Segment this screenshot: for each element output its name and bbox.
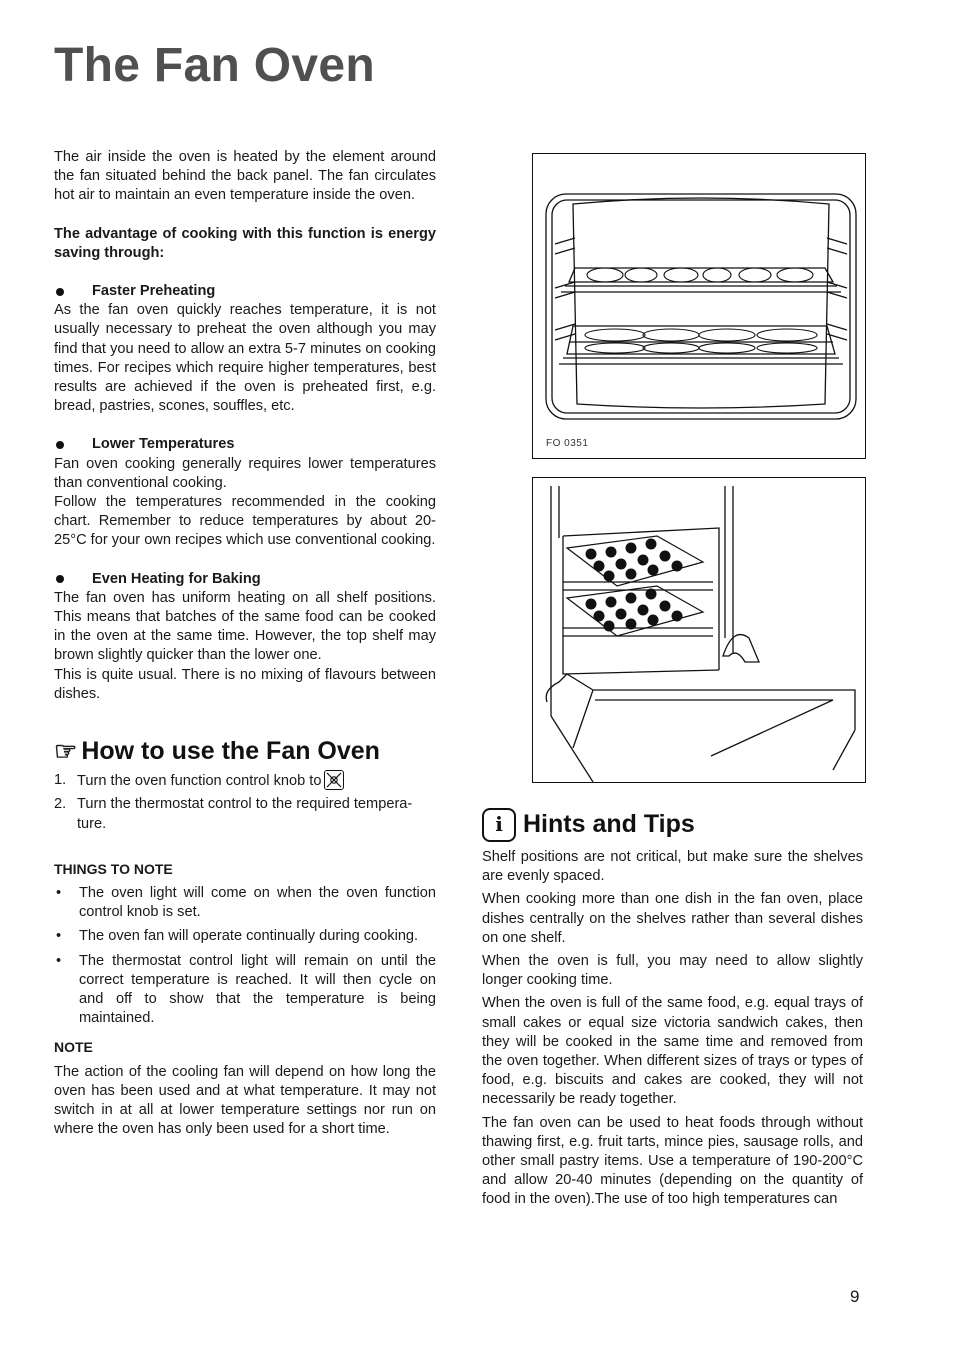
list-item [54,795,436,833]
hints-heading-label: Hints and Tips [523,810,695,839]
steps-list [54,771,436,833]
advantage-body: The fan oven has uniform heating on all shelf positions. This means that batches of the same food can be cooked in the oven at the same time. However, the top shelf may brown slightly quicker than the lower one. [54,589,436,664]
note-heading: NOTE [54,1039,93,1056]
bullet-icon: • [56,884,62,901]
oven-side-illustration [533,478,865,782]
info-icon: i [482,808,516,842]
advantage-heading-label: Lower Temperatures [92,436,235,453]
hints-section [482,808,863,1214]
bullet-icon: • [56,952,62,969]
advantage-heading: The advantage of cooking with this function is energy saving through: [54,225,436,261]
hint-paragraph: When cooking more than one dish in the fan oven, place dishes centrally on the shelves rather than several dishes on one shelf. [482,891,863,946]
advantage-item [54,435,436,550]
bullet-dot-icon [56,288,64,296]
list-item [54,884,436,922]
advantage-item [54,570,436,704]
figure-caption: FO 0351 [546,438,589,449]
note-text: The thermostat control light will remain on until the correct temperature is reached. It will then cycle on and off to show that the temperature is being maintained. [79,952,436,1027]
hint-paragraph: The fan oven can be used to heat foods through without thawing first, e.g. fruit tarts, mince pies, sausage rolls, and other small pastry items. Use a temperature of 190-200°C and allow 20-40 minutes (depending on the quantity of food in the oven).The use of too high temperatures can [482,1114,863,1208]
page-title: The Fan Oven [54,39,375,92]
step-number: 2. [54,796,67,813]
advantage-body: Fan oven cooking generally requires lower temperatures than conventional cooking. [54,455,436,491]
hint-paragraph: When the oven is full of the same food, e.g. equal trays of small cakes or equal size victoria sandwich cakes, then they will be cooked in the same time and removed from the oven together. When different sizes of trays or types of food, e.g. biscuits and cakes are cooked, they will not necessarily be ready together. [482,995,863,1108]
note-text: The oven light will come on when the oven function control knob is set. [79,884,436,921]
bullet-icon: • [56,928,62,945]
hints-heading [482,808,863,842]
fan-function-icon [324,770,344,790]
bullet-dot-icon [56,441,64,449]
advantage-body: This is quite usual. There is no mixing of flavours between dishes. [54,666,436,702]
step-text: Turn the thermostat control to the required tempera-ture. [77,796,413,832]
things-to-note-heading: THINGS TO NOTE [54,860,173,877]
advantage-item [54,282,436,416]
hint-paragraph: When the oven is full, you may need to allow slightly longer cooking time. [482,953,863,989]
how-to-heading-label: How to use the Fan Oven [81,737,380,766]
intro-paragraph: The air inside the oven is heated by the element around the fan situated behind the back panel. The fan circulates hot air to maintain an even temperature inside the oven. [54,149,436,204]
hint-paragraph: Shelf positions are not critical, but make sure the shelves are evenly spaced. [482,849,863,885]
advantage-heading-label: Even Heating for Baking [92,570,261,587]
step-number: 1. [54,772,67,789]
step-text: Turn the oven function control knob to [77,773,322,790]
advantage-body: As the fan oven quickly reaches temperature, it is not usually necessary to preheat the oven although you may find that you need to allow an extra 5-7 minutes on cooking times. For recipes which require higher temperatures, best results are achieved if the oven is preheated first, e.g. bread, pastries, scones, souffles, etc. [54,302,436,415]
list-item [54,952,436,1029]
advantage-heading-label: Faster Preheating [92,283,216,300]
page-number: 9 [850,1287,860,1306]
left-column [54,148,436,1139]
advantage-body: Follow the temperatures recommended in the cooking chart. Remember to reduce temperatures by about 20-25°C for your own recipes which use conventional cooking. [54,494,436,549]
oven-front-figure [532,153,866,459]
pointing-hand-icon: ☞ [54,736,78,767]
how-to-heading [54,736,436,767]
note-text: The oven fan will operate continually during cooking. [79,928,419,945]
oven-side-figure [532,477,866,783]
things-list [54,884,436,1028]
list-item [54,771,436,791]
oven-interior-illustration [533,154,865,458]
note-paragraph: The action of the cooling fan will depend on how long the oven has been used and at what temperature. It may not switch in at all at lower temperature settings nor run on where the oven has only been used for a short time. [54,1063,436,1138]
bullet-dot-icon [56,575,64,583]
list-item [54,927,436,946]
